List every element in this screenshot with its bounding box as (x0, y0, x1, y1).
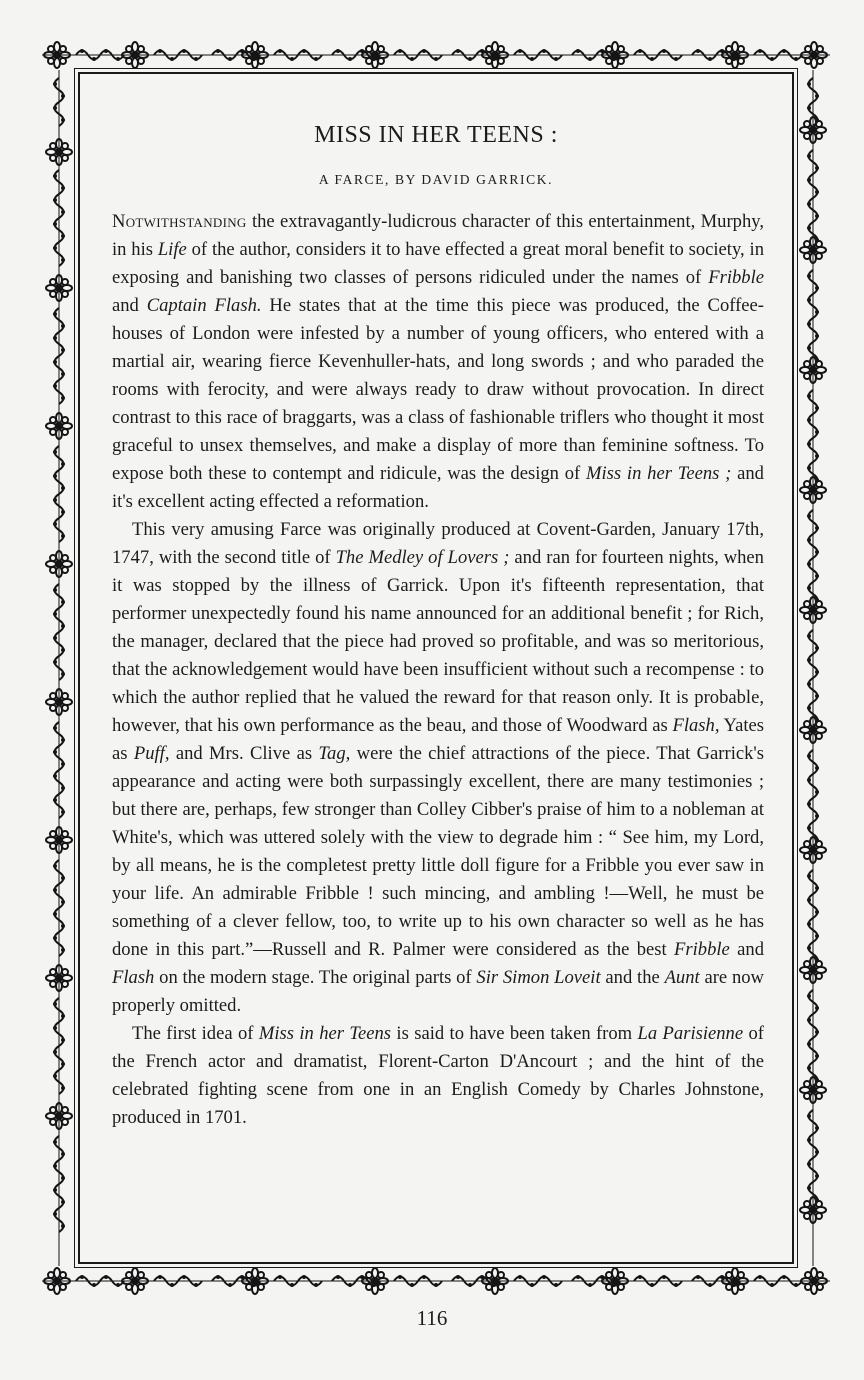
text-run: are now properly omitted. (112, 967, 764, 1016)
page-number: 116 (416, 1306, 448, 1330)
page-subtitle: A FARCE, BY DAVID GARRICK. (318, 172, 554, 187)
text-run: and (729, 939, 764, 960)
text-run: of the author, considers it to have effected a great moral benefit to society, in exposing and banishing two classes of persons ridiculed under the names of (112, 239, 764, 288)
paragraph-2 (112, 516, 764, 1020)
italic-run: The Medley of Lovers ; (335, 547, 510, 568)
text-run: and the (600, 967, 665, 988)
page-title: MISS IN HER TEENS : (314, 122, 558, 148)
ornamental-border-bottom-icon (42, 1266, 830, 1296)
italic-run: Aunt (664, 967, 700, 988)
italic-run: Miss in her Teens (258, 1023, 392, 1044)
italic-run: Sir Simon Loveit (476, 967, 601, 988)
ornamental-border-left-icon (42, 70, 76, 1266)
text-run: This very amusing Farce was originally produced at Covent-Garden, January 17th, 1747, with the second title of (112, 519, 764, 568)
italic-run: Miss in her Teens ; (586, 463, 732, 484)
ornamental-border-top-icon (42, 40, 830, 70)
text-run: and (112, 295, 147, 316)
article-body (112, 208, 764, 1132)
paragraph-lead-word: Notwithstanding (112, 211, 247, 232)
text-run: and it's excellent acting effected a reformation. (112, 463, 764, 512)
italic-run: Flash (112, 967, 155, 988)
text-run: The first idea of (132, 1023, 259, 1044)
text-run: is said to have been taken from (391, 1023, 638, 1044)
italic-run: Flash, (672, 715, 720, 736)
ornamental-border-right-icon (796, 70, 830, 1266)
italic-run: Life (157, 239, 187, 260)
italic-run: Puff, (133, 743, 170, 764)
text-run: of the French actor and dramatist, Florent-Carton D'Ancourt ; and the hint of the celebrated fighting scene from one in an English Comedy by Charles Johnstone, produced in 1701. (112, 1023, 764, 1128)
text-run: on the modern stage. The original parts of (154, 967, 477, 988)
paragraph-3 (112, 1020, 764, 1132)
italic-run: Captain Flash. (146, 295, 262, 316)
paragraph-1 (112, 208, 764, 516)
italic-run: Fribble (708, 267, 764, 288)
text-run: and ran for fourteen nights, when it was stopped by the illness of Garrick. Upon it's fifteenth representation, that performer unexpectedly found his name announced for an additional benefit ; for Rich, the manager, declared that the piece had proved so profitable, and was so meritorious, that the acknowledgement would have been insufficient without such a recompense : to which the author replied that he valued the reward for that reason only. It is probable, however, that his own performance as the beau, and those of Woodward as (112, 547, 764, 736)
italic-run: La Parisienne (637, 1023, 744, 1044)
text-run: and Mrs. Clive as (169, 743, 319, 764)
text-run: the extravagantly-ludicrous character of this entertainment, Murphy, in his (112, 211, 764, 260)
text-run: were the chief attractions of the piece. That Garrick's appearance and acting were both surpassingly excellent, there are many testimonies ; but there are, perhaps, few stronger than Colley Cibber's praise of him to a nobleman at White's, which was uttered solely with the view to degrade him : “ See him, my Lord, by all means, he is the completest pretty little doll figure for a Fribble you ever saw in your life. An admirable Fribble ! such mincing, and ambling !—Well, he must be something of a clever fellow, too, to write up to his own character so well as he has done in this part.”—Russell and R. Palmer were considered as the best (112, 743, 764, 960)
italic-run: Fribble (674, 939, 730, 960)
italic-run: Tag, (318, 743, 351, 764)
text-run: He states that at the time this piece was produced, the Coffee-houses of London were infested by a number of young officers, who entered with a martial air, wearing fierce Kevenhuller-hats, and long swords ; and who paraded the rooms with ferocity, and were always ready to draw without provocation. In direct contrast to this race of braggarts, was a class of fashionable triflers who thought it most graceful to unsex themselves, and make a display of more than feminine softness. To expose both these to contempt and ridicule, was the design of (112, 295, 764, 484)
text-run: Yates as (112, 715, 764, 764)
